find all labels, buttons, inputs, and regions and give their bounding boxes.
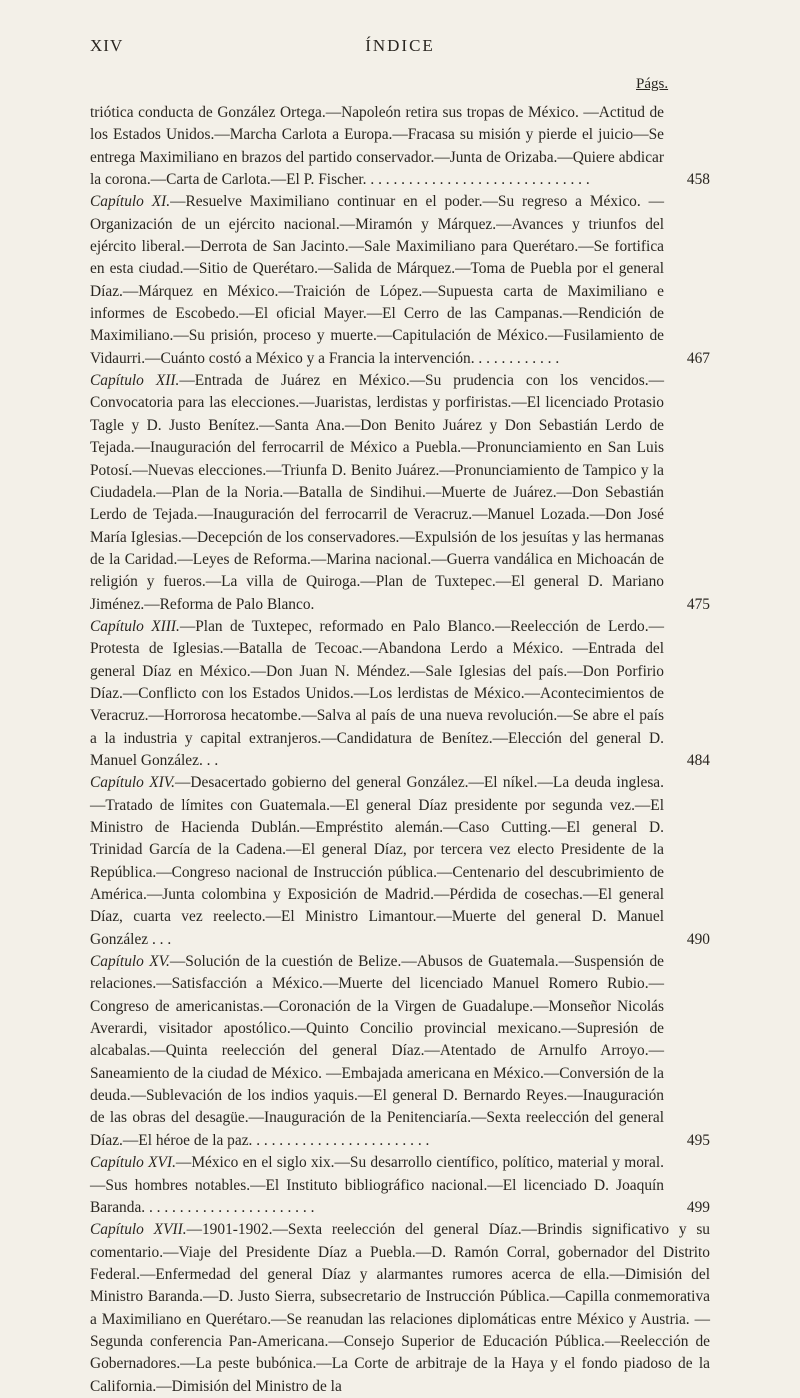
entry-page-number: 490 (686, 930, 710, 948)
index-entry (90, 772, 710, 951)
entry-summary: —México en el siglo xix.—Su desarrollo científico, político, material y moral.—Sus hombres notables.—El Instituto bibliográfico nacional.—El licenciado D. Joaquín Baranda. . . . . . . . . . . . . . . . . . . . . . . (90, 1154, 664, 1216)
entry-page-number: 484 (686, 751, 710, 769)
index-entry (90, 191, 710, 370)
entry-page-number: 495 (686, 1131, 710, 1149)
page-header (90, 36, 710, 62)
chapter-label: Capítulo XVI. (90, 1154, 176, 1172)
index-content (90, 102, 710, 1398)
entry-page-number: 458 (686, 171, 710, 189)
entry-summary: —Plan de Tuxtepec, reformado en Palo Blanco.—Reelección de Lerdo.—Protesta de Iglesias.—Batalla de Tecoac.—Abandona Lerdo a México. —Entrada del general Díaz en México.—Don Juan N. Méndez.—Sale Iglesias del país.—Don Porfirio Díaz.—Conflicto con los Estados Unidos.—Los lerdistas de México.—Acontecimientos de Veracruz.—Horrorosa hecatombe.—Salva al país de una nueva revolución.—Se abre el país a la industria y capital extranjeros.—Candidatura de Benítez.—Elección del general D. Manuel González. . . (90, 617, 664, 769)
entry-summary: —Entrada de Juárez en México.—Su prudencia con los vencidos.—Convocatoria para las elecciones.—Juaristas, lerdistas y porfiristas.—El licenciado Protasio Tagle y D. Justo Benítez.—Santa Ana.—Don Benito Juárez y Don Sebastián Lerdo de Tejada.—Inauguración del ferrocarril de México a Puebla.—Pronunciamiento en San Luis Potosí.—Nuevas elecciones.—Triunfa D. Benito Juárez.—Pronunciamiento de Tampico y la Ciudadela.—Plan de la Noria.—Batalla de Sindihui.—Muerte de Juárez.—Don Sebastián Lerdo de Tejada.—Inauguración del ferrocarril de Veracruz.—Manuel Lozada.—Don José María Iglesias.—Decepción de los conservadores.—Expulsión de los jesuítas y las hermanas de la Caridad.—Leyes de Reforma.—Marina nacional.—Guerra vandálica en Michoacán de religión y fueros.—La villa de Quiroga.—Plan de Tuxtepec.—El general D. Mariano Jiménez.—Reforma de Palo Blanco. (90, 372, 664, 613)
entry-summary: —Resuelve Maximiliano continuar en el poder.—Su regreso a México. —Organización de un ejército nacional.—Miramón y Márquez.—Avances y triunfos del ejército liberal.—Derrota de San Jacinto.—Sale Maximiliano para Querétaro.—Se fortifica en esta ciudad.—Sitio de Querétaro.—Salida de Márquez.—Toma de Puebla por el general Díaz.—Márquez en México.—Traición de López.—Supuesta carta de Maximiliano e informes de Escobedo.—El oficial Mayer.—El Cerro de las Campanas.—Rendición de Maximiliano.—Su prisión, proceso y muerte.—Capitulación de México.—Fusilamiento de Vidaurri.—Cuánto costó a México y a Francia la intervención. . . . . . . . . . . . (90, 193, 664, 367)
index-entry (90, 951, 710, 1152)
entry-text (90, 102, 664, 191)
chapter-label: Capítulo XIII. (90, 617, 180, 635)
entry-text (90, 951, 664, 1152)
entry-text (90, 370, 664, 616)
entry-text (90, 772, 664, 951)
pages-column-label: Págs. (636, 76, 669, 92)
entry-summary: triótica conducta de González Ortega.—Napoleón retira sus tropas de México. —Actitud de los Estados Unidos.—Marcha Carlota a Europa.—Fracasa su misión y pierde el juicio—Se entrega Maximiliano en brazos del partido conservador.—Junta de Orizaba.—Quiere abdicar la corona.—Carta de Carlota.—El P. Fischer. . . . . . . . . . . . . . . . . . . . . . . . . . . . . . (90, 104, 664, 189)
index-entry-continued (90, 1219, 710, 1398)
page-number: XIV (90, 36, 124, 55)
chapter-label: Capítulo XII. (90, 372, 180, 390)
chapter-label: Capítulo XIV. (90, 774, 175, 792)
entry-summary: —1901-1902.—Sexta reelección del general Díaz.—Brindis significativo y su comentario.—Viaje del Presidente Díaz a Puebla.—D. Ramón Corral, gobernador del Distrito Federal.—Enfermedad del general Díaz y alarmantes rumores acerca de ella.—Dimisión del Ministro Baranda.—D. Justo Sierra, subsecretario de Instrucción Pública.—Capilla conmemorativa a Maximiliano en Querétaro.—Se reanudan las relaciones diplomáticas entre México y Austria. —Segunda conferencia Pan-Americana.—Consejo Superior de Educación Pública.—Reelección de Gobernadores.—La peste bubónica.—La Corte de arbitraje de la Haya y el fondo piadoso de la California.—Dimisión del Ministro de la (90, 1221, 711, 1395)
chapter-label: Capítulo XVII. (90, 1221, 187, 1239)
entry-summary: —Desacertado gobierno del general González.—El níkel.—La deuda inglesa.—Tratado de límites con Guatemala.—El general Díaz presidente por segunda vez.—El Ministro de Hacienda Dublán.—Empréstito alemán.—Caso Cutting.—El general D. Trinidad García de la Cadena.—El general Díaz, por tercera vez electo Presidente de la República.—Congreso nacional de Instrucción pública.—Centenario del descubrimiento de América.—Junta colombina y Exposición de Madrid.—Pérdida de cosechas.—El general Díaz, cuarta vez reelecto.—El Ministro Limantour.—Muerte del general D. Manuel González . . . (90, 774, 664, 948)
entry-text (90, 616, 664, 772)
index-entry (90, 102, 710, 191)
index-title: ÍNDICE (365, 36, 435, 55)
index-entry (90, 1152, 710, 1219)
entry-summary: —Solución de la cuestión de Belize.—Abusos de Guatemala.—Suspensión de relaciones.—Satisfacción a México.—Muerte del licenciado Manuel Romero Rubio.—Congreso de americanistas.—Coronación de la Virgen de Guadalupe.—Monseñor Nicolás Averardi, visitador apostólico.—Quinto Concilio provincial mexicano.—Supresión de alcabalas.—Quinta reelección del general Díaz.—Atentado de Arnulfo Arroyo.—Saneamiento de la ciudad de México. —Embajada americana en México.—Conversión de la deuda.—Sublevación de los indios yaquis.—El general D. Bernardo Reyes.—Inauguración de las obras del desagüe.—Inauguración de la Penitenciaría.—Sexta reelección del general Díaz.—El héroe de la paz. . . . . . . . . . . . . . . . . . . . . . . . (90, 953, 664, 1149)
index-entry (90, 370, 710, 616)
entry-page-number: 475 (686, 595, 710, 613)
chapter-label: Capítulo XI. (90, 193, 171, 211)
entry-text (90, 191, 664, 370)
entry-text (90, 1152, 664, 1219)
chapter-label: Capítulo XV. (90, 953, 170, 971)
entry-page-number: 467 (686, 349, 710, 367)
entry-page-number: 499 (686, 1198, 710, 1216)
index-entry (90, 616, 710, 772)
